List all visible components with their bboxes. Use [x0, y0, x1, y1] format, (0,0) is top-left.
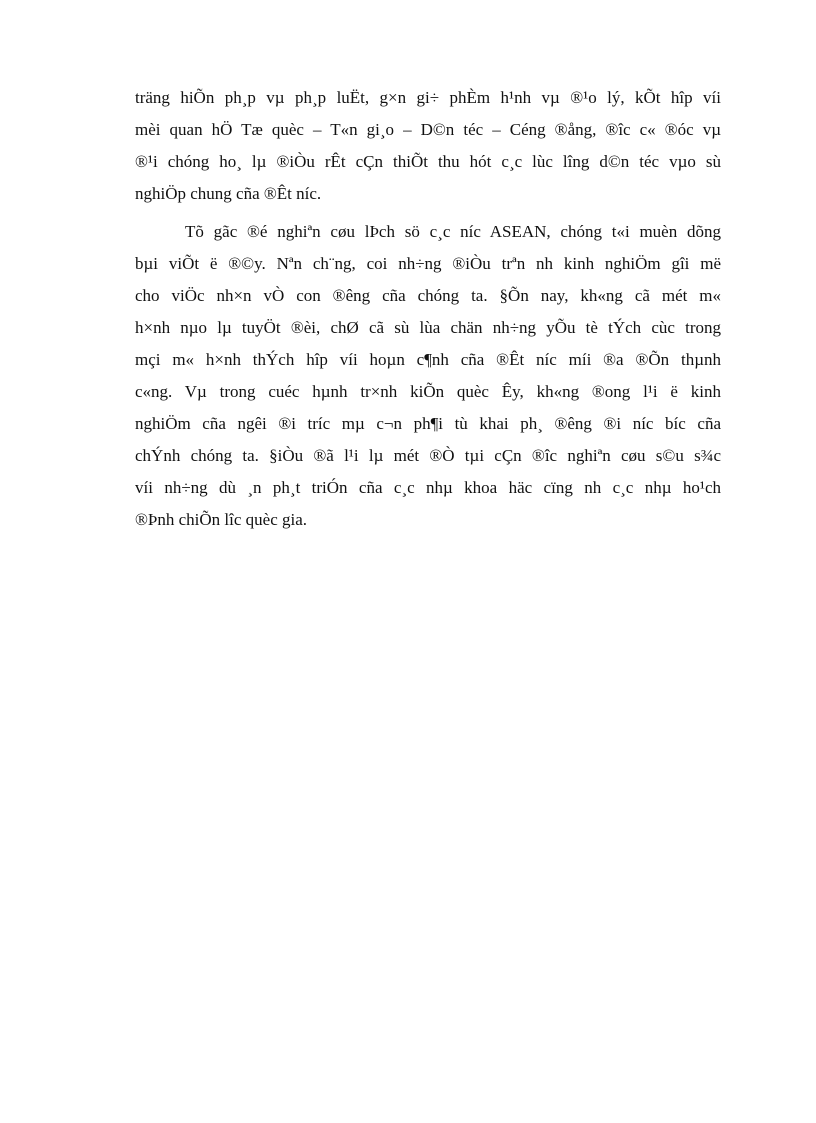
paragraph-1	[135, 82, 721, 210]
text-line: nghiÖm cña ngêi ®i tríc mµ c¬n ph¶i tù khai ph¸ ®êng ®i níc bíc cña	[135, 414, 721, 433]
text-line: cho viÖc nh×n vÒ con ®êng cña chóng ta. §Õn nay, kh«ng cã mét m«	[135, 286, 721, 305]
text-line: bµi viÕt ë ®©y. Nªn ch¨ng, coi nh÷ng ®iÒu trªn nh kinh nghiÖm gîi më	[135, 254, 721, 273]
text-line: träng hiÕn ph¸p vµ ph¸p luËt, g×n gi÷ phÈm h¹nh vµ ®¹o lý, kÕt hîp víi	[135, 88, 721, 107]
document-body	[135, 82, 721, 536]
text-line: c«ng. Vµ trong cuéc hµnh tr×nh kiÕn quèc Êy, kh«ng ®ong l¹i ë kinh	[135, 382, 721, 401]
text-line: nghiÖp chung cña ®Êt níc.	[135, 184, 322, 203]
text-line: ®Þnh chiÕn lîc quèc gia.	[135, 510, 308, 529]
text-line: Tõ gãc ®é nghiªn cøu lÞch sö c¸c níc ASEAN, chóng t«i muèn dõng	[185, 222, 721, 241]
text-line: víi nh÷ng dù ¸n ph¸t triÓn cña c¸c nhµ khoa häc cïng nh c¸c nhµ ho¹ch	[135, 478, 721, 497]
text-line: h×nh nµo lµ tuyÖt ®èi, chØ cã sù lùa chän nh÷ng yÕu tè tÝch cùc trong	[135, 318, 721, 337]
text-line: chÝnh chóng ta. §iÒu ®ã l¹i lµ mét ®Ò tµi cÇn ®îc nghiªn cøu s©u s¾c	[135, 446, 721, 465]
text-line: mèi quan hÖ Tæ quèc – T«n gi¸o – D©n téc – Céng ®ång, ®îc c« ®óc vµ	[135, 120, 721, 139]
text-line: mçi m« h×nh thÝch hîp víi hoµn c¶nh cña ®Êt níc míi ®a ®Õn thµnh	[135, 350, 721, 369]
paragraph-2	[135, 216, 721, 536]
text-line: ®¹i chóng ho¸ lµ ®iÒu rÊt cÇn thiÕt thu hót c¸c lùc lîng d©n téc vµo sù	[135, 152, 721, 171]
